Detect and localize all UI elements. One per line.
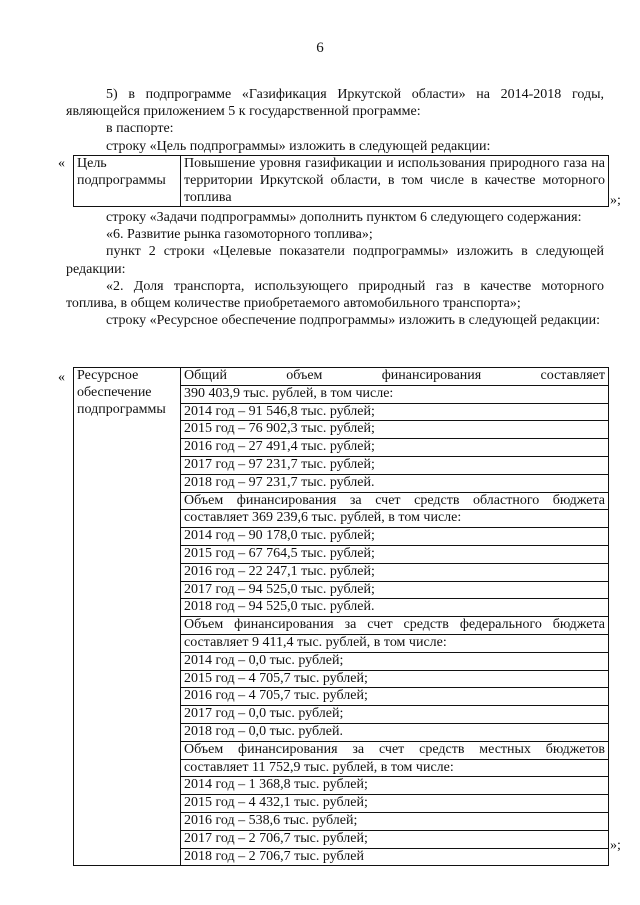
financing-line: составляет 11 752,9 тыс. рублей, в том числе: [181,759,608,777]
goal-table [73,155,609,207]
middle-paragraph-2: «6. Развитие рынка газомоторного топлива»; [106,227,373,243]
resource-open-quote: « [58,370,65,385]
goal-close-quote: »; [610,193,621,208]
resource-label-cell: Ресурсное обеспечение подпрограммы [74,368,181,866]
goal-open-quote: « [58,156,65,171]
financing-line: 2014 год – 1 368,8 тыс. рублей; [181,776,608,794]
intro-section [66,86,604,155]
financing-line: 2016 год – 538,6 тыс. рублей; [181,812,608,830]
financing-line: 2015 год – 76 902,3 тыс. рублей; [181,420,608,438]
financing-line: 2014 год – 0,0 тыс. рублей; [181,652,608,670]
middle-paragraph-3: пункт 2 строки «Целевые показатели подпрограммы» изложить в следующей редакции: [66,244,604,277]
financing-line: 2015 год – 4 432,1 тыс. рублей; [181,794,608,812]
financing-line: 2018 год – 2 706,7 тыс. рублей [181,848,608,866]
intro-paragraph-1: 5) в подпрограмме «Газификация Иркутской области» на 2014-2018 годы, являющейся приложением 5 к государственной программе: [66,87,604,120]
resource-table [73,367,609,866]
financing-line: 2018 год – 97 231,7 тыс. рублей. [181,474,608,492]
financing-line: 2016 год – 22 247,1 тыс. рублей; [181,563,608,581]
middle-section [66,209,604,329]
financing-line: Объем финансирования за счет средств местных бюджетов [181,741,608,759]
financing-line: 2017 год – 2 706,7 тыс. рублей; [181,830,608,848]
financing-line: 2014 год – 90 178,0 тыс. рублей; [181,527,608,545]
financing-line: 2018 год – 94 525,0 тыс. рублей. [181,598,608,616]
financing-line: 2017 год – 97 231,7 тыс. рублей; [181,456,608,474]
resource-row [74,368,609,866]
middle-paragraph-4: «2. Доля транспорта, использующего природный газ в качестве моторного топлива, в общем количестве приобретаемого автомобильного транспорта»; [66,278,604,312]
goal-label-cell: Цель подпрограммы [74,156,181,207]
resource-close-quote: »; [610,838,621,853]
middle-paragraph-5: строку «Ресурсное обеспечение подпрограммы» изложить в следующей редакции: [106,313,600,329]
financing-line: 2015 год – 4 705,7 тыс. рублей; [181,670,608,688]
financing-line: 2016 год – 4 705,7 тыс. рублей; [181,687,608,705]
goal-value-cell: Повышение уровня газификации и использования природного газа на территории Иркутской области, в том числе в качестве моторного топлива [181,156,609,207]
intro-paragraph-3: строку «Цель подпрограммы» изложить в следующей редакции: [106,138,491,154]
financing-line: составляет 369 239,6 тыс. рублей, в том числе: [181,509,608,527]
financing-line: Общий объем финансирования составляет [184,368,605,383]
financing-line: 2017 год – 94 525,0 тыс. рублей; [181,581,608,599]
financing-line: составляет 9 411,4 тыс. рублей, в том числе: [181,634,608,652]
middle-paragraph-1: строку «Задачи подпрограммы» дополнить пунктом 6 следующего содержания: [106,210,582,225]
financing-line: Объем финансирования за счет средств федерального бюджета [181,616,608,634]
financing-line: 390 403,9 тыс. рублей, в том числе: [181,385,608,403]
financing-line: Объем финансирования за счет средств областного бюджета [181,492,608,510]
financing-line: 2018 год – 0,0 тыс. рублей. [181,723,608,741]
financing-line: 2014 год – 91 546,8 тыс. рублей; [181,403,608,421]
financing-line: 2017 год – 0,0 тыс. рублей; [181,705,608,723]
page-number: 6 [316,40,324,56]
financing-line: 2016 год – 27 491,4 тыс. рублей; [181,438,608,456]
intro-paragraph-2: в паспорте: [106,121,174,137]
resource-value-cell [181,368,609,866]
goal-row [74,156,609,207]
financing-line: 2015 год – 67 764,5 тыс. рублей; [181,545,608,563]
